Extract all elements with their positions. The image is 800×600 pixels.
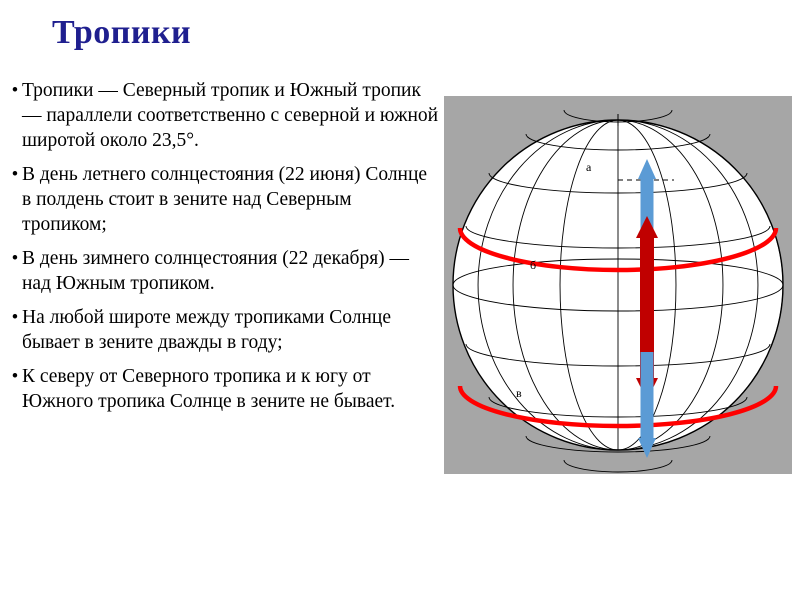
globe-figure [444, 96, 792, 474]
bullet-marker: • [11, 248, 19, 269]
page-title: Тропики [52, 14, 192, 51]
bullet-marker: • [11, 164, 19, 185]
list-item [8, 364, 440, 414]
list-item-text: В день летнего солнцестояния (22 июня) Солнце в полдень стоит в зените над Северным тропиком; [22, 164, 428, 235]
blue-arrow-down [638, 352, 656, 458]
list-item [8, 305, 440, 355]
list-item-text: На любой широте между тропиками Солнце бывает в зените дважды в году; [22, 307, 392, 353]
figure-label-v: в [516, 386, 522, 400]
bullet-list [8, 78, 440, 423]
list-item [8, 78, 440, 153]
figure-label-a: а [586, 160, 592, 174]
list-item-text: Тропики — Северный тропик и Южный тропик — параллели соответственно с северной и южной широтой около 23,5°. [22, 80, 439, 151]
bullet-marker: • [11, 307, 19, 328]
list-item-text: В день зимнего солнцестояния (22 декабря) — над Южным тропиком. [22, 248, 410, 294]
list-item [8, 162, 440, 237]
globe-diagram [444, 96, 792, 474]
list-item-text: К северу от Северного тропика и к югу от Южного тропика Солнце в зените не бывает. [22, 366, 396, 412]
figure-label-b: б [530, 258, 537, 272]
bullet-marker: • [11, 366, 19, 387]
list-item [8, 246, 440, 296]
bullet-marker: • [11, 80, 19, 101]
